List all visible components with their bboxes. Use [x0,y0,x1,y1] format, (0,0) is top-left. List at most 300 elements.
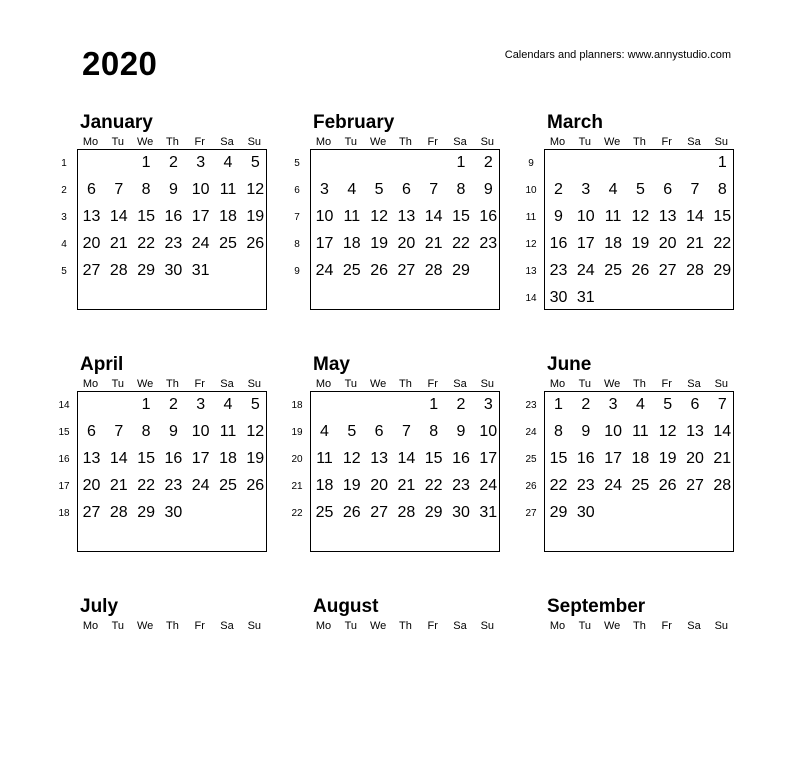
weekday-label: Mo [315,378,332,390]
day-cell: 13 [658,208,677,225]
weekday-header [544,619,734,633]
day-cell: 30 [164,504,183,521]
day-cell: 11 [632,423,649,440]
day-cell: 17 [315,235,334,252]
weekday-label: Mo [82,620,99,632]
month-name: January [80,112,153,133]
day-cell: 3 [196,396,206,413]
week-number: 22 [291,508,303,519]
day-cell: 16 [549,235,568,252]
weekday-header [77,619,267,633]
month-grid [525,149,734,310]
weekday-label: Su [247,620,262,632]
weekday-label: Su [714,378,729,390]
weekday-label: Fr [194,620,205,632]
day-cell: 9 [168,181,178,198]
day-cell: 10 [191,423,210,440]
day-cell: 4 [320,423,329,440]
weekday-label: Mo [549,378,566,390]
day-cell: 17 [479,450,498,467]
day-cell: 31 [479,504,498,521]
weekday-label: We [136,620,154,632]
day-cell: 27 [370,504,388,521]
weekday-label: Sa [453,620,467,632]
weekday-label: Th [632,136,646,148]
day-cell: 28 [686,262,704,279]
weekday-label: Sa [220,136,234,148]
week-number: 20 [291,454,303,465]
day-cell: 3 [581,181,591,198]
day-cell: 23 [452,477,470,494]
day-cell: 24 [479,477,498,494]
day-cell: 5 [347,423,357,440]
weekday-label: Th [398,620,412,632]
day-cell: 13 [82,450,101,467]
credit-text: Calendars and planners: www.annystudio.com [504,49,731,61]
month-name: September [547,596,646,617]
weekday-label: Su [480,620,495,632]
day-cell: 3 [608,396,618,413]
week-number: 26 [525,481,537,492]
day-cell: 21 [424,235,443,252]
weekday-label: Sa [220,378,234,390]
day-cell: 19 [658,450,677,467]
day-cell: 11 [343,208,361,225]
day-cell: 8 [456,181,466,198]
day-cell: 29 [137,262,155,279]
month-name: April [80,354,124,375]
week-number: 8 [294,239,300,250]
week-number: 16 [58,454,70,465]
day-cell: 3 [320,181,329,198]
week-number: 27 [525,508,537,519]
day-cell: 12 [370,208,388,225]
day-cell: 27 [658,262,677,279]
weekday-header [310,135,500,149]
weekday-label: We [603,136,621,148]
day-cell: 27 [82,262,101,279]
day-cell: 8 [717,181,727,198]
day-cell: 17 [191,450,210,467]
day-cell: 23 [164,235,183,252]
day-cell: 25 [604,262,622,279]
week-number: 15 [58,427,70,438]
weekday-label: We [136,136,154,148]
day-cell: 2 [554,181,563,198]
weekday-label: Mo [549,136,566,148]
weekday-label: Su [714,136,729,148]
weekday-label: Sa [453,136,467,148]
day-cell: 28 [397,504,416,521]
day-cell: 10 [576,208,595,225]
day-cell: 29 [713,262,732,279]
day-cell: 5 [374,181,384,198]
day-cell: 1 [554,396,563,413]
weekday-label: Tu [344,136,358,148]
day-cell: 8 [429,423,439,440]
day-cell: 2 [168,396,178,413]
day-cell: 7 [690,181,700,198]
day-cell: 28 [109,504,128,521]
day-cell: 6 [663,181,673,198]
day-cell: 10 [479,423,498,440]
month-may [291,354,540,534]
day-cell: 13 [82,208,101,225]
day-cell: 18 [342,235,361,252]
week-number: 14 [58,400,70,411]
day-cell: 20 [82,477,101,494]
day-cell: 24 [604,477,622,494]
day-cell: 19 [342,477,361,494]
month-june [525,354,774,534]
day-cell: 15 [549,450,568,467]
day-cell: 6 [374,423,384,440]
day-cell: 22 [549,477,568,494]
month-grid [58,391,267,552]
day-cell: 22 [137,477,155,494]
month-grid [291,391,500,552]
day-cell: 19 [246,208,265,225]
day-cell: 9 [483,181,493,198]
day-cell: 31 [191,262,210,279]
day-cell: 10 [191,181,210,198]
weekday-label: Fr [194,136,205,148]
day-cell: 27 [397,262,416,279]
day-cell: 14 [397,450,416,467]
weekday-label: Tu [111,136,125,148]
day-cell: 16 [452,450,470,467]
day-cell: 14 [424,208,443,225]
day-cell: 9 [456,423,466,440]
weekday-label: Tu [344,378,358,390]
day-cell: 14 [713,423,732,440]
weekday-label: Mo [82,136,99,148]
day-cell: 17 [576,235,595,252]
day-cell: 12 [658,423,677,440]
month-name: March [547,112,603,133]
day-cell: 17 [191,208,210,225]
weekday-label: Sa [453,378,467,390]
day-cell: 1 [141,154,151,171]
day-cell: 30 [164,262,183,279]
day-cell: 30 [452,504,470,521]
week-number: 23 [525,400,537,411]
day-cell: 16 [479,208,498,225]
day-cell: 6 [87,181,96,198]
day-cell: 21 [109,477,128,494]
day-cell: 21 [713,450,732,467]
day-cell: 20 [397,235,416,252]
week-number: 5 [294,158,300,169]
weekday-label: Fr [661,136,672,148]
day-cell: 19 [370,235,388,252]
week-number: 11 [525,212,537,223]
day-cell: 23 [164,477,183,494]
day-cell: 4 [223,154,233,171]
weekday-label: We [369,378,387,390]
day-cell: 12 [342,450,361,467]
weekday-label: Tu [344,620,358,632]
day-cell: 8 [554,423,563,440]
day-cell: 14 [686,208,704,225]
weekday-label: Th [632,620,646,632]
day-cell: 7 [114,181,124,198]
day-cell: 26 [370,262,388,279]
weekday-label: Mo [82,378,99,390]
month-grid [61,149,267,310]
day-cell: 5 [250,154,260,171]
day-cell: 14 [109,208,128,225]
day-cell: 29 [424,504,443,521]
week-number: 7 [294,212,300,223]
weekday-label: Fr [427,620,438,632]
day-cell: 30 [576,504,595,521]
week-number: 17 [58,481,70,492]
day-cell: 20 [686,450,704,467]
month-september [544,596,774,776]
day-cell: 2 [581,396,591,413]
day-cell: 11 [219,423,237,440]
day-cell: 16 [164,450,183,467]
day-cell: 10 [604,423,622,440]
week-number: 1 [61,158,67,169]
weekday-label: Fr [661,378,672,390]
day-cell: 1 [141,396,151,413]
month-july [77,596,307,776]
month-april [58,354,307,534]
day-cell: 5 [635,181,645,198]
day-cell: 25 [219,477,237,494]
day-cell: 18 [315,477,334,494]
day-cell: 25 [631,477,650,494]
weekday-label: Sa [687,378,701,390]
weekday-label: Su [480,136,495,148]
day-cell: 7 [429,181,439,198]
day-cell: 15 [452,208,470,225]
weekday-label: Mo [315,136,332,148]
day-cell: 16 [576,450,595,467]
week-number: 9 [294,266,300,277]
weekday-label: We [369,620,387,632]
day-cell: 23 [479,235,498,252]
day-cell: 26 [631,262,650,279]
day-cell: 26 [658,477,677,494]
day-cell: 12 [246,181,265,198]
day-cell: 30 [549,289,568,306]
day-cell: 13 [686,423,704,440]
day-cell: 1 [429,396,439,413]
month-february [294,112,540,292]
day-cell: 29 [549,504,568,521]
weekday-label: Tu [578,378,592,390]
weekday-label: Sa [687,620,701,632]
weekday-label: Th [632,378,646,390]
weekday-label: Fr [661,620,672,632]
week-number: 25 [525,454,537,465]
month-name: February [313,112,395,133]
day-cell: 28 [424,262,443,279]
year-title: 2020 [82,45,158,82]
weekday-header [310,377,500,391]
month-name: May [313,354,350,375]
day-cell: 25 [219,235,237,252]
weekday-header [310,619,500,633]
day-cell: 4 [347,181,357,198]
weekday-label: Th [165,378,179,390]
day-cell: 2 [483,154,493,171]
day-cell: 20 [658,235,677,252]
weekday-label: Tu [111,378,125,390]
day-cell: 3 [196,154,206,171]
week-number: 24 [525,427,537,438]
day-cell: 20 [370,477,388,494]
weekday-header [544,135,734,149]
day-cell: 28 [713,477,732,494]
day-cell: 11 [316,450,333,467]
month-name: July [80,596,119,617]
day-cell: 27 [686,477,704,494]
weekday-label: Mo [549,620,566,632]
day-cell: 11 [604,208,622,225]
day-cell: 24 [191,477,210,494]
day-cell: 21 [397,477,416,494]
day-cell: 4 [635,396,645,413]
day-cell: 22 [452,235,470,252]
day-cell: 8 [141,423,151,440]
day-cell: 22 [137,235,155,252]
day-cell: 22 [424,477,443,494]
day-cell: 15 [713,208,732,225]
day-cell: 24 [315,262,334,279]
week-number: 13 [525,266,537,277]
week-number: 18 [58,508,70,519]
day-cell: 19 [631,235,650,252]
week-number: 5 [61,266,67,277]
day-cell: 9 [168,423,178,440]
day-cell: 9 [554,208,563,225]
day-cell: 26 [246,235,265,252]
day-cell: 10 [315,208,334,225]
weekday-label: Tu [578,136,592,148]
day-cell: 21 [686,235,704,252]
weekday-label: Su [480,378,495,390]
week-number: 4 [61,239,67,250]
day-cell: 26 [246,477,265,494]
day-cell: 15 [137,450,155,467]
weekday-header [77,377,267,391]
day-cell: 9 [581,423,591,440]
month-august [310,596,540,776]
day-cell: 25 [315,504,334,521]
week-number: 9 [528,158,534,169]
weekday-label: Fr [427,378,438,390]
weekday-label: Th [165,620,179,632]
week-number: 6 [294,185,300,196]
week-number: 12 [525,239,537,250]
month-name: June [547,354,592,375]
day-cell: 13 [370,450,388,467]
day-cell: 6 [87,423,96,440]
day-cell: 2 [456,396,466,413]
weekday-label: We [603,620,621,632]
weekday-label: Tu [111,620,125,632]
day-cell: 15 [424,450,443,467]
day-cell: 4 [223,396,233,413]
day-cell: 8 [141,181,151,198]
day-cell: 27 [82,504,101,521]
weekday-label: Fr [194,378,205,390]
day-cell: 12 [631,208,650,225]
month-march [525,112,774,306]
day-cell: 18 [631,450,650,467]
day-cell: 23 [576,477,595,494]
day-cell: 2 [168,154,178,171]
day-cell: 1 [717,154,727,171]
day-cell: 7 [401,423,411,440]
week-number: 10 [525,185,537,196]
weekday-label: Sa [220,620,234,632]
day-cell: 16 [164,208,183,225]
weekday-label: We [136,378,154,390]
day-cell: 21 [109,235,128,252]
weekday-label: Su [247,136,262,148]
day-cell: 18 [219,208,237,225]
day-cell: 6 [690,396,700,413]
day-cell: 1 [456,154,466,171]
day-cell: 24 [191,235,210,252]
weekday-label: Tu [578,620,592,632]
day-cell: 19 [246,450,265,467]
month-january [61,112,307,292]
day-cell: 4 [608,181,618,198]
month-grid [294,149,500,310]
day-cell: 18 [604,235,622,252]
weekday-label: Th [398,136,412,148]
day-cell: 26 [342,504,361,521]
day-cell: 7 [114,423,124,440]
weekday-label: Sa [687,136,701,148]
week-number: 3 [61,212,67,223]
day-cell: 5 [663,396,673,413]
weekday-header [544,377,734,391]
day-cell: 6 [401,181,411,198]
day-cell: 15 [137,208,155,225]
week-number: 14 [525,293,537,304]
day-cell: 12 [246,423,265,440]
day-cell: 17 [604,450,622,467]
week-number: 19 [291,427,303,438]
weekday-header [77,135,267,149]
day-cell: 29 [452,262,470,279]
day-cell: 28 [109,262,128,279]
week-number: 2 [61,185,67,196]
week-number: 21 [291,481,303,492]
weekday-label: Su [714,620,729,632]
day-cell: 24 [576,262,595,279]
day-cell: 22 [713,235,732,252]
day-cell: 31 [576,289,595,306]
weekday-label: Th [165,136,179,148]
day-cell: 23 [549,262,568,279]
day-cell: 14 [109,450,128,467]
day-cell: 5 [250,396,260,413]
month-name: August [313,596,379,617]
weekday-label: We [603,378,621,390]
day-cell: 29 [137,504,155,521]
weekday-label: Th [398,378,412,390]
day-cell: 7 [717,396,727,413]
day-cell: 13 [397,208,416,225]
